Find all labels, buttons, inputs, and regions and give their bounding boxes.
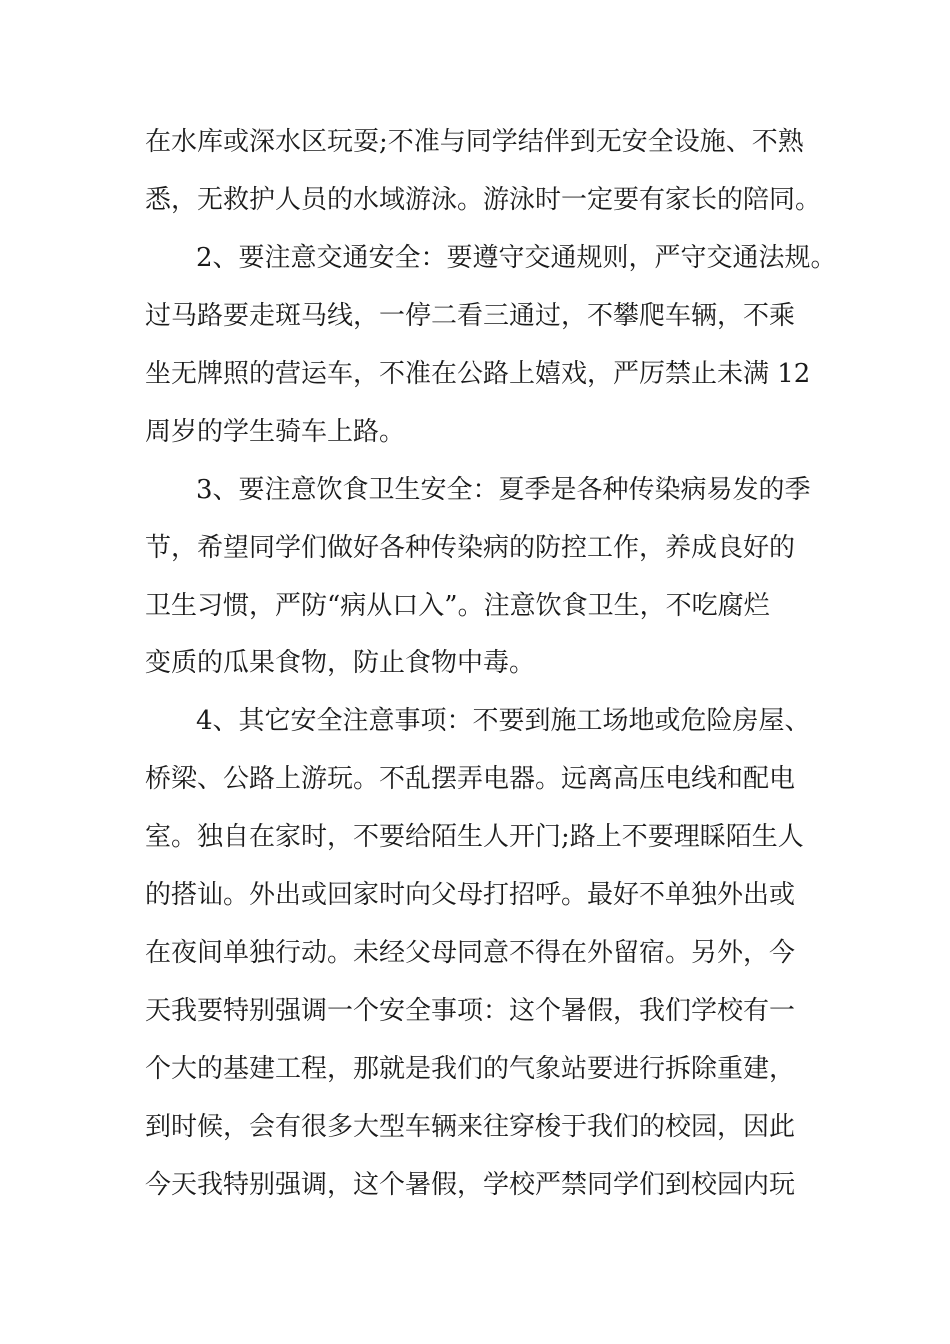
text-line: 的搭讪。外出或回家时向父母打招呼。最好不单独外出或 — [145, 880, 796, 910]
text-line: 坐无牌照的营运车，不准在公路上嬉戏，严厉禁止未满 12 — [145, 359, 811, 389]
text-line: 悉，无救护人员的水域游泳。游泳时一定要有家长的陪同。 — [145, 185, 822, 215]
paragraph-2-first-line: 2、要注意交通安全：要遵守交通规则，严守交通法规。 — [196, 243, 837, 273]
text-line: 在夜间单独行动。未经父母同意不得在外留宿。另外，今 — [145, 938, 796, 968]
text-line: 室。独自在家时，不要给陌生人开门;路上不要理睬陌生人 — [145, 822, 804, 852]
text-line: 节，希望同学们做好各种传染病的防控工作，养成良好的 — [145, 533, 796, 563]
text-line: 过马路要走斑马线，一停二看三通过，不攀爬车辆，不乘 — [145, 301, 796, 331]
text-line: 今天我特别强调，这个暑假，学校严禁同学们到校园内玩 — [145, 1170, 796, 1200]
text-line: 周岁的学生骑车上路。 — [145, 417, 406, 447]
text-line: 桥梁、公路上游玩。不乱摆弄电器。远离高压电线和配电 — [145, 764, 796, 794]
paragraph-3-first-line: 3、要注意饮食卫生安全：夏季是各种传染病易发的季 — [196, 475, 811, 505]
text-line: 到时候，会有很多大型车辆来往穿梭于我们的校园，因此 — [145, 1112, 796, 1142]
text-line: 卫生习惯，严防“病从口入”。注意饮食卫生，不吃腐烂 — [145, 591, 770, 621]
text-line: 个大的基建工程，那就是我们的气象站要进行拆除重建， — [145, 1054, 796, 1084]
paragraph-4-first-line: 4、其它安全注意事项：不要到施工场地或危险房屋、 — [196, 706, 811, 736]
text-line: 天我要特别强调一个安全事项：这个暑假，我们学校有一 — [145, 996, 796, 1026]
text-line: 在水库或深水区玩耍;不准与同学结伴到无安全设施、不熟 — [145, 127, 804, 157]
text-line: 变质的瓜果食物，防止食物中毒。 — [145, 648, 536, 678]
